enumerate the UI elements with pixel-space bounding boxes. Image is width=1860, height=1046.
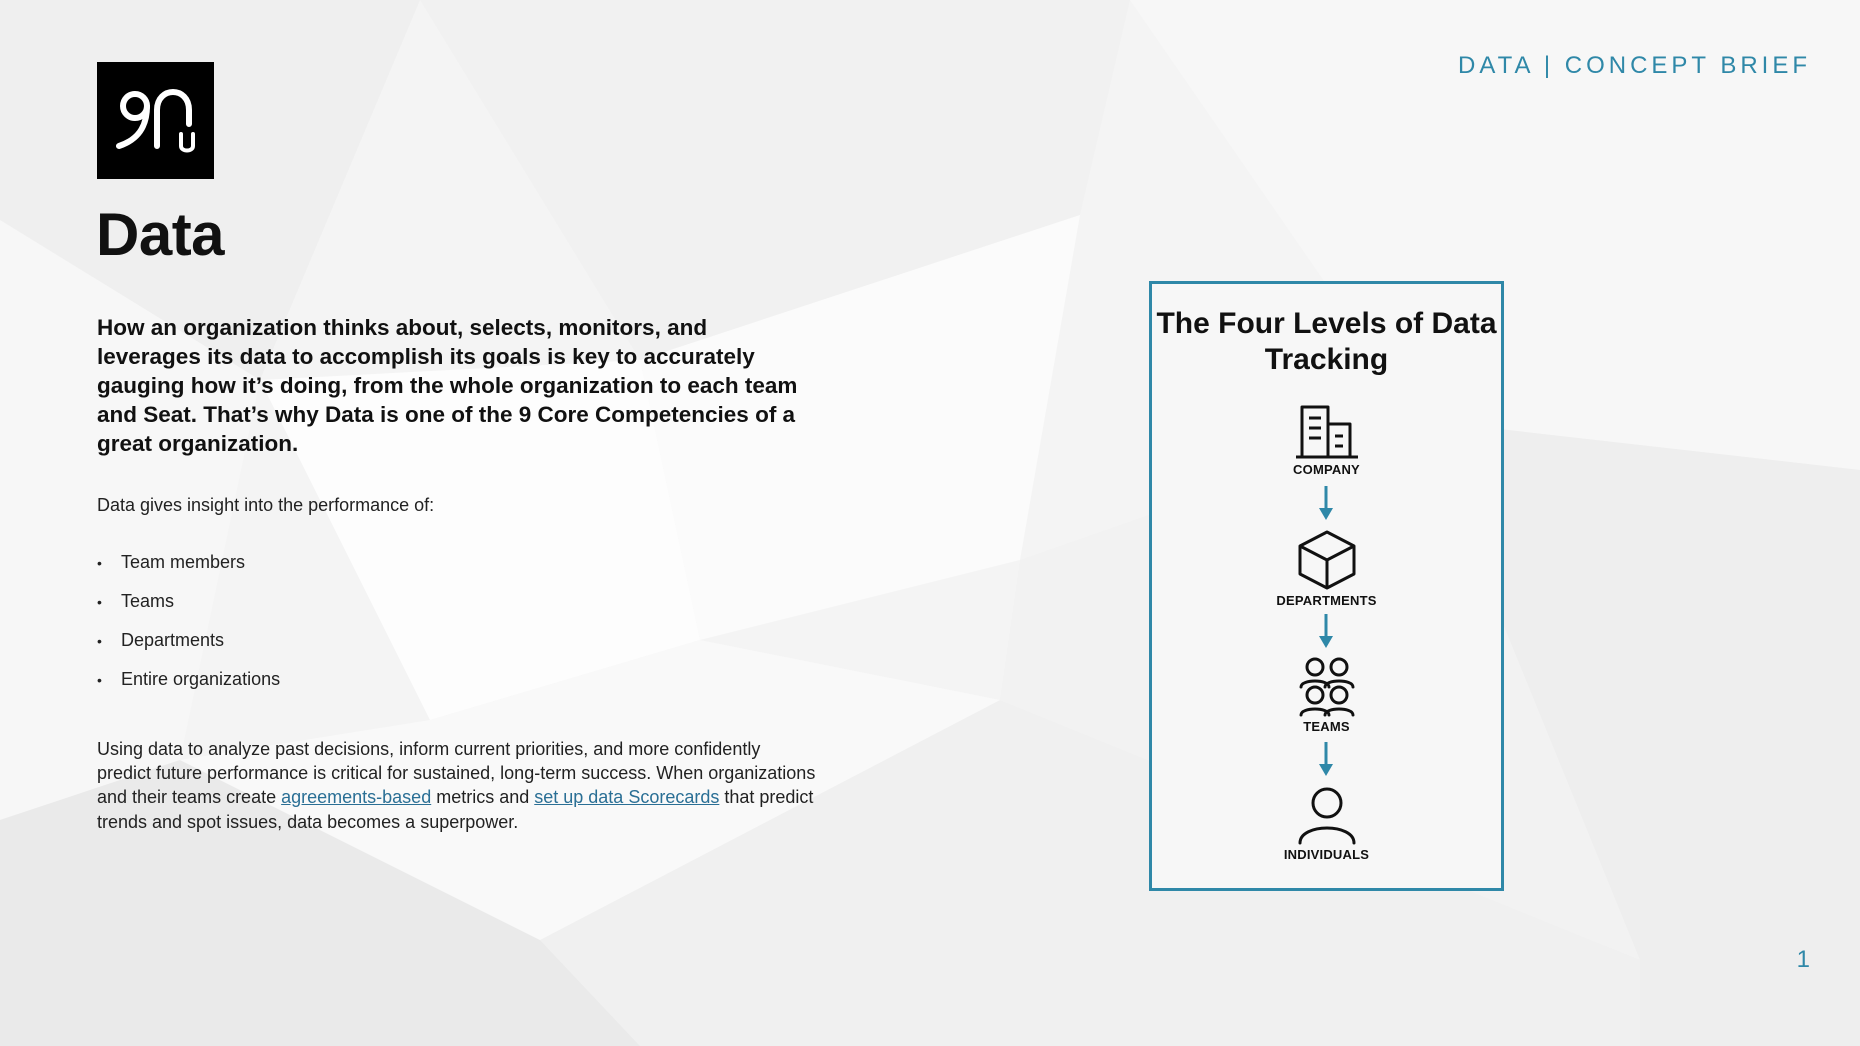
- list-item-label: Entire organizations: [121, 669, 281, 689]
- data-levels-panel: [1149, 281, 1504, 891]
- agreements-link[interactable]: agreements-based: [281, 787, 432, 808]
- scorecards-link[interactable]: set up data Scorecards: [534, 787, 720, 808]
- list-item: [97, 630, 280, 669]
- closing-paragraph: [97, 737, 817, 834]
- bullet-icon: •: [97, 633, 102, 649]
- arrow-down-icon: [1314, 614, 1338, 650]
- header-label: DATA | CONCEPT BRIEF: [1458, 52, 1811, 79]
- level-label: TEAMS: [1303, 719, 1350, 734]
- level-individuals: [1152, 787, 1501, 862]
- level-label: COMPANY: [1293, 462, 1360, 477]
- group-icon: [1296, 657, 1358, 717]
- bullet-icon: •: [97, 555, 102, 571]
- bullet-icon: •: [97, 672, 102, 688]
- logo[interactable]: [97, 62, 214, 179]
- cube-icon: [1296, 529, 1358, 591]
- list-item: [97, 552, 280, 591]
- list-item-label: Team members: [121, 552, 246, 572]
- list-item-label: Departments: [121, 630, 225, 650]
- bullet-list: [97, 552, 280, 708]
- closing-text-3: that predict trends and spot issues, data becomes a superpower.: [97, 787, 814, 832]
- level-company: [1152, 404, 1501, 477]
- intro-text: Data gives insight into the performance of:: [97, 495, 435, 515]
- person-icon: [1296, 787, 1358, 845]
- 90u-logo-icon: [97, 62, 214, 179]
- list-item: [97, 591, 280, 630]
- page-number: 1: [1796, 946, 1810, 973]
- closing-text-1: Using data to analyze past decisions, inform current priorities, and more confidently predict future performance is critical for sustained, long-term success. When organizations and their teams create: [97, 739, 816, 808]
- arrow-down-icon: [1314, 742, 1338, 778]
- list-item: [97, 669, 280, 708]
- level-label: INDIVIDUALS: [1283, 847, 1370, 862]
- building-icon: [1294, 404, 1360, 460]
- closing-text-2: metrics and: [431, 787, 535, 808]
- arrow-down-icon: [1314, 486, 1338, 522]
- lead-paragraph: How an organization thinks about, selects, monitors, and leverages its data to accomplish its goals is key to accurately gauging how it’s doing, from the whole organization to each team and Seat. That’s why Data is one of the 9 Core Competencies of a great organization.: [97, 315, 798, 456]
- panel-title: The Four Levels of Data Tracking: [1156, 307, 1497, 376]
- level-label: DEPARTMENTS: [1276, 593, 1377, 608]
- bullet-icon: •: [97, 594, 102, 610]
- list-item-label: Teams: [121, 591, 175, 611]
- level-teams: [1152, 657, 1501, 734]
- page-title: Data: [96, 201, 225, 268]
- level-departments: [1152, 529, 1501, 608]
